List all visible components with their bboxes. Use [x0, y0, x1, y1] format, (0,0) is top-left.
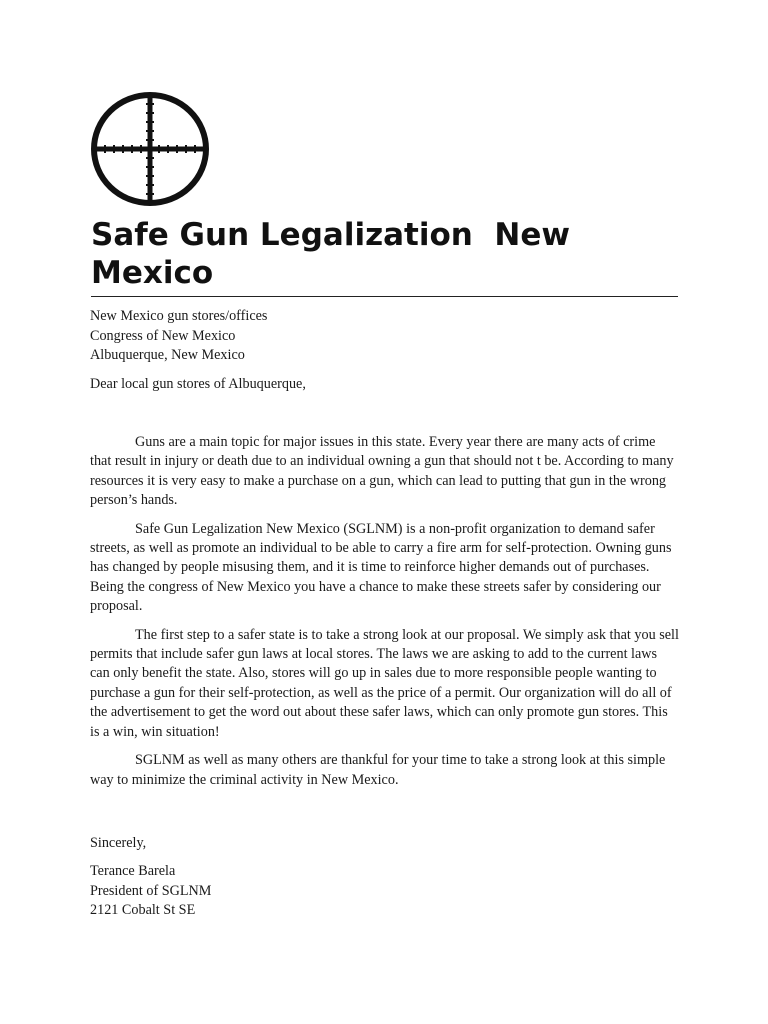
recipient-line: Congress of New Mexico — [90, 327, 236, 344]
signature-block — [90, 862, 211, 921]
closing: Sincerely, — [90, 835, 147, 851]
letter-body — [90, 433, 680, 799]
signer-address: 2121 Cobalt St SE — [90, 902, 196, 919]
recipient-line: Albuquerque, New Mexico — [90, 347, 245, 364]
title-divider — [91, 296, 678, 297]
signer-role: President of SGLNM — [90, 882, 212, 899]
body-paragraph: SGLNM as well as many others are thankful for your time to take a strong look at this simple way to minimize the criminal activity in New Mexico. — [90, 752, 666, 788]
body-paragraph: Guns are a main topic for major issues in this state. Every year there are many acts of crime that result in injury or death due to an individual owning a gun that should not t be. According to many resources it is very easy to make a purchase on a gun, which can lead to putting that gun in the wrong person’s hands. — [90, 434, 674, 509]
salutation: Dear local gun stores of Albuquerque, — [90, 376, 306, 392]
signer-name: Terance Barela — [90, 863, 176, 879]
body-paragraph: The first step to a safer state is to take a strong look at our proposal. We simply ask that you sell permits that include safer gun laws at local stores. The laws we are asking to add to the current laws can only benefit the state. Also, stores will go up in sales due to more responsible people wanting to purchase a gun for their self-protection, as well as the price of a permit. Our organization will do all of the advertisement to get the word out about these safer laws, which can only promote gun stores. This is a win, win situation! — [90, 626, 679, 740]
body-paragraph: Safe Gun Legalization New Mexico (SGLNM) is a non-profit organization to demand safer streets, as well as promote an individual to be able to carry a fire arm for self-protection. Owning guns has changed by people misusing them, and it is time to reinforce higher demands out of purchases. Being the congress of New Mexico you have a chance to make these streets safer by considering our proposal. — [90, 520, 672, 615]
recipient-line: New Mexico gun stores/offices — [90, 308, 268, 324]
page-title: Safe Gun Legalization New Mexico — [91, 217, 581, 291]
recipient-address — [90, 307, 267, 366]
crosshair-icon — [88, 90, 212, 208]
